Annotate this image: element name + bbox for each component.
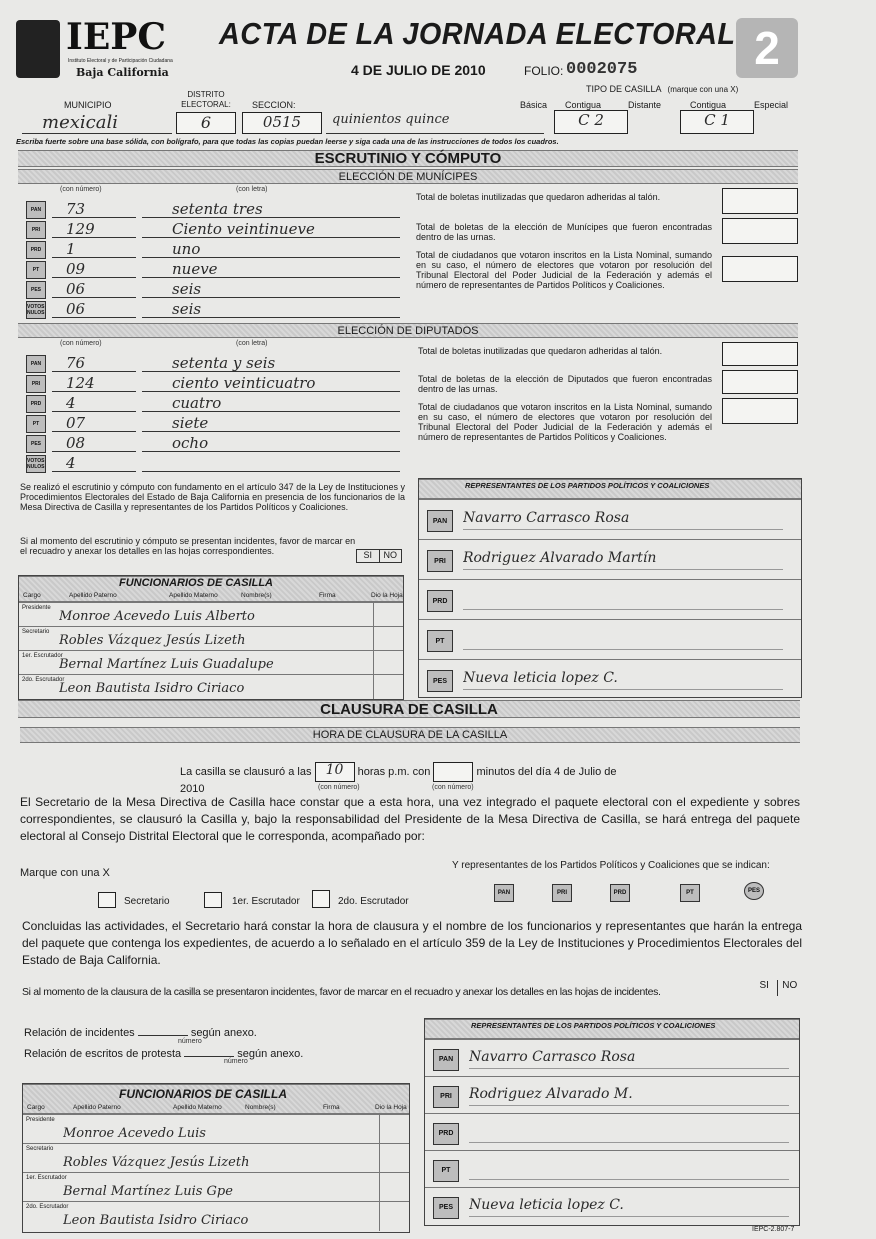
munic-con-letra: (con letra) [236, 186, 268, 193]
folio-value: 0002075 [566, 60, 638, 79]
tipo-contigua-1: Contigua [565, 100, 602, 110]
funcionario-signature[interactable]: Bernal Martínez Luis Gpe [63, 1184, 233, 1199]
opt-escrutador1: 1er. Escrutador [232, 896, 300, 907]
representante-signature[interactable]: Navarro Carrasco Rosa [469, 1049, 789, 1069]
dip-num-value: 4 [66, 394, 76, 412]
cargo-label: Presidente [22, 605, 51, 611]
logo-state: Baja California [76, 66, 169, 79]
dio-hoja-cell[interactable] [379, 1144, 409, 1173]
party-pes-icon: PES [433, 1197, 459, 1219]
distrito-value: 6 [200, 113, 212, 132]
dip-words-field[interactable] [142, 434, 400, 452]
dio-hoja-cell[interactable] [373, 627, 403, 651]
relacion-incidentes-anexo: según anexo. [190, 1027, 257, 1039]
dip-words-field[interactable] [142, 374, 400, 392]
relacion-escritos-field[interactable] [184, 1045, 234, 1057]
escritos-numero: número [224, 1058, 248, 1065]
clausura-sentence-b: horas p.m. con [357, 765, 431, 778]
clausura-paragraph-1: El Secretario de la Mesa Directiva de Casilla hace constar que a esta hora, una vez integrado el paquete electoral con el expediente y sobres correspondientes, se clausuró la Casilla y, bajo la responsabilidad del Presidente de la Mesa Directiva de Casilla, se hará entrega del paquete electoral al Consejo Distrital Electoral que le corresponda, acompañado por: [20, 795, 800, 843]
dip-words-value: setenta y seis [172, 354, 276, 372]
dip-num-value: 76 [66, 354, 86, 372]
party-prd-icon: PRD [427, 590, 453, 612]
clausura-title: CLAUSURA DE CASILLA [18, 700, 800, 718]
dio-hoja-cell[interactable] [373, 603, 403, 627]
clausura-sentence [180, 762, 640, 796]
opciones-entrega [98, 890, 428, 914]
funcionarios-table-2 [22, 1083, 410, 1233]
funcionario-signature[interactable]: Monroe Acevedo Luis Alberto [59, 609, 255, 624]
munic-words-field[interactable] [142, 280, 400, 298]
cargo-label: Secretario [26, 1146, 54, 1152]
column-header: Apellido Paterno [69, 592, 117, 599]
municipio-value: mexicali [42, 112, 118, 133]
representantes-2-title: REPRESENTANTES DE LOS PARTIDOS POLÍTICOS Y COALICIONES [471, 1021, 716, 1030]
seccion-value: 0515 [262, 113, 302, 131]
opt-escrutador2-check[interactable] [312, 890, 330, 908]
munic-num-field[interactable] [52, 220, 136, 238]
munic-words-value: Ciento veintinueve [172, 220, 315, 238]
party-pan-icon: PAN [433, 1049, 459, 1071]
representante-row [419, 619, 801, 659]
legal-paragraph-1: Se realizó el escrutinio y cómputo con fundamento en el artículo 347 de la Ley de Instituciones y Procedimientos Electorales del Estado de Baja California en presencia de los funcionarios de la Mesa Directiva de Casilla y representantes de los Partidos Políticos y Coaliciones. [20, 482, 405, 512]
party-pri-icon: PRI [427, 550, 453, 572]
representante-row [425, 1187, 799, 1224]
dip-party-icon: PRI [26, 375, 46, 393]
dip-q3: Total de ciudadanos que votaron inscritos en la Lista Nominal, sumando en su caso, el número de electores que votaron por resolución del Tribunal Electoral del Poder Judicial de la Federación y además el número de representantes de Partidos Políticos y Coaliciones. [418, 402, 712, 442]
incident-checkbox-1[interactable] [356, 549, 402, 563]
incidentes-numero: número [178, 1038, 202, 1045]
munic-row [22, 220, 402, 239]
munic-q3: Total de ciudadanos que votaron inscritos en la Lista Nominal, sumando en su caso, el número de electores que votaron por resolución del Tribunal Electoral del Poder Judicial de la Federación y además el número de representantes de Partidos Políticos y Coaliciones. [416, 250, 712, 290]
dip-q2-box[interactable] [722, 370, 798, 394]
column-header: Apellido Materno [169, 592, 218, 599]
seccion-words: quinientos quince [332, 112, 450, 127]
funcionario-row [23, 1172, 409, 1201]
dio-hoja-cell[interactable] [379, 1115, 409, 1144]
representante-signature[interactable] [463, 630, 783, 650]
party-prd-icon: PRD [433, 1123, 459, 1145]
dip-con-letra: (con letra) [236, 340, 268, 347]
tipo-especial: Especial [754, 100, 789, 110]
relacion-incidentes-label: Relación de incidentes [24, 1027, 135, 1039]
funcionarios-2-header [23, 1084, 409, 1114]
representante-row [425, 1113, 799, 1150]
munic-party-icon: PRD [26, 241, 46, 259]
representante-signature[interactable]: Rodriguez Alvarado M. [469, 1086, 789, 1106]
form-number-badge [736, 18, 798, 78]
representante-signature[interactable] [463, 590, 783, 610]
dip-con-numero: (con número) [60, 340, 102, 347]
hora-clausura-title: HORA DE CLAUSURA DE LA CASILLA [20, 727, 800, 743]
funcionarios-2-title: FUNCIONARIOS DE CASILLA [119, 1087, 287, 1101]
munic-row [22, 280, 402, 299]
cargo-label: 2do. Escrutador [26, 1204, 69, 1210]
dip-row [22, 374, 402, 393]
dip-words-field[interactable] [142, 414, 400, 432]
identification [14, 82, 864, 150]
column-header: Apellido Materno [173, 1104, 222, 1111]
minutos-box[interactable] [433, 762, 473, 782]
representante-signature[interactable] [469, 1160, 789, 1180]
funcionario-row [23, 1143, 409, 1172]
representante-row [425, 1039, 799, 1076]
funcionario-signature[interactable]: Bernal Martínez Luis Guadalupe [59, 657, 274, 672]
dip-party-icon: PES [26, 435, 46, 453]
funcionario-row [19, 602, 403, 626]
election-date: 4 DE JULIO DE 2010 [351, 62, 486, 78]
hora-value: 10 [325, 762, 344, 778]
party-pt-icon[interactable]: PT [680, 884, 700, 902]
munic-title: ELECCIÓN DE MUNÍCIPES [18, 169, 798, 184]
column-header: Apellido Paterno [73, 1104, 121, 1111]
dip-row [22, 414, 402, 433]
munic-words-value: seis [172, 280, 202, 298]
representante-signature[interactable]: Rodriguez Alvarado Martín [463, 550, 783, 570]
dio-hoja-cell[interactable] [379, 1202, 409, 1231]
funcionarios-table-1 [18, 575, 404, 700]
clausura-sentence-c: minutos del día 4 de Julio de 2010 [180, 765, 617, 795]
seccion-words-field[interactable] [326, 112, 544, 134]
munic-q2-box[interactable] [722, 218, 798, 244]
representantes-table-2 [424, 1018, 800, 1226]
logo-text: IEPC [66, 16, 167, 58]
cargo-label: 1er. Escrutador [26, 1175, 67, 1181]
munic-num-value: 06 [66, 280, 86, 298]
munic-words-field[interactable] [142, 220, 400, 238]
funcionario-row [23, 1114, 409, 1143]
munic-counts [22, 186, 402, 320]
opt-secretario: Secretario [124, 896, 170, 907]
munic-num-value: 73 [66, 200, 86, 218]
relacion-escritos-anexo: según anexo. [237, 1048, 304, 1060]
tipo-contigua-2: Contigua [690, 100, 727, 110]
party-icons-row [494, 882, 794, 908]
munic-q3-box[interactable] [722, 256, 798, 282]
munic-words-field[interactable] [142, 260, 400, 278]
y-representantes-label: Y representantes de los Partidos Políticos y Coaliciones que se indican: [452, 860, 770, 871]
funcionarios-1-header [19, 576, 403, 602]
dip-words-value: cuatro [172, 394, 222, 412]
party-prd-icon[interactable]: PRD [610, 884, 630, 902]
munic-num-value: 1 [66, 240, 76, 258]
party-pan-icon[interactable]: PAN [494, 884, 514, 902]
opt-secretario-check[interactable] [98, 892, 116, 908]
munic-num-value: 09 [66, 260, 86, 278]
munic-q1: Total de boletas inutilizadas que quedaron adheridas al talón. [416, 192, 661, 202]
munic-words-field[interactable] [142, 300, 400, 318]
munic-num-value: 06 [66, 300, 86, 318]
hora-box[interactable] [315, 762, 355, 782]
dip-num-field[interactable] [52, 414, 136, 432]
municipio-label: MUNICIPIO [64, 100, 112, 110]
funcionario-signature[interactable]: Robles Vázquez Jesús Lizeth [59, 633, 246, 648]
munic-num-field[interactable] [52, 240, 136, 258]
tipo-distante: Distante [628, 100, 662, 110]
munic-row [22, 200, 402, 219]
funcionario-row [19, 626, 403, 650]
representante-row [419, 499, 801, 539]
si-option-2[interactable]: SI [752, 980, 778, 996]
funcionario-row [19, 674, 403, 698]
cargo-label: Secretario [22, 629, 50, 635]
representante-row [419, 659, 801, 699]
dip-num-value: 124 [66, 374, 95, 392]
column-header: Nombre(s) [241, 592, 272, 599]
column-header: Nombre(s) [245, 1104, 276, 1111]
funcionario-row [19, 650, 403, 674]
dip-words-value: ocho [172, 434, 209, 452]
cargo-label: 2do. Escrutador [22, 677, 65, 683]
marque-label: Marque con una X [20, 867, 110, 879]
dip-num-field[interactable] [52, 454, 136, 472]
munic-q1-box[interactable] [722, 188, 798, 214]
representante-row [419, 579, 801, 619]
dip-num-field[interactable] [52, 374, 136, 392]
munic-num-value: 129 [66, 220, 95, 238]
party-pt-icon: PT [433, 1160, 459, 1182]
munic-num-field[interactable] [52, 300, 136, 318]
funcionarios-1-title: FUNCIONARIOS DE CASILLA [119, 577, 273, 589]
dip-party-icon: PAN [26, 355, 46, 373]
no-option-2[interactable]: NO [782, 980, 798, 991]
dip-words-field[interactable] [142, 454, 400, 472]
tipo-basica: Básica [520, 100, 548, 110]
folio-label: FOLIO: [524, 64, 564, 78]
munic-words-value: setenta tres [172, 200, 263, 218]
party-pri-icon[interactable]: PRI [552, 884, 572, 902]
representantes-table-1 [418, 478, 802, 698]
dip-num-value: 08 [66, 434, 86, 452]
dio-hoja-cell[interactable] [373, 675, 403, 699]
dip-q2: Total de boletas de la elección de Diputados que fueron encontradas dentro de las urnas. [418, 374, 712, 394]
funcionario-signature[interactable]: Monroe Acevedo Luis [63, 1126, 206, 1141]
munic-num-field[interactable] [52, 200, 136, 218]
header [14, 14, 864, 84]
munic-party-icon: PAN [26, 201, 46, 219]
dio-hoja-cell[interactable] [373, 651, 403, 675]
munic-num-field[interactable] [52, 280, 136, 298]
contigua2-field[interactable] [680, 110, 754, 134]
representante-signature[interactable] [469, 1123, 789, 1143]
munic-q2: Total de boletas de la elección de Munícipes que fueron encontradas dentro de las urnas. [416, 222, 712, 242]
representantes-2-header [425, 1019, 799, 1039]
munic-party-icon: PT [26, 261, 46, 279]
representante-row [425, 1076, 799, 1113]
tipo-casilla-label: TIPO DE CASILLA (marque con una X) [586, 84, 739, 94]
no-option[interactable]: NO [383, 550, 397, 560]
representante-signature[interactable]: Navarro Carrasco Rosa [463, 510, 783, 530]
dio-hoja-cell[interactable] [379, 1173, 409, 1202]
form-number: 2 [754, 22, 780, 74]
seccion-label: SECCION: [252, 100, 296, 110]
cargo-label: 1er. Escrutador [22, 653, 63, 659]
footer-code: IEPC-2.807-7 [752, 1226, 795, 1233]
dip-words-field[interactable] [142, 394, 400, 412]
clausura-sentence-a: La casilla se clausuró a las [180, 765, 312, 778]
representantes-1-title: REPRESENTANTES DE LOS PARTIDOS POLÍTICOS Y COALICIONES [465, 481, 710, 490]
dip-words-value [142, 454, 172, 472]
dip-party-icon: VOTOS NULOS [26, 455, 46, 473]
logo [16, 16, 206, 82]
munic-row [22, 240, 402, 259]
logo-subtitle: Instituto Electoral y de Participación Ciudadana [68, 58, 173, 64]
dip-words-value: siete [172, 414, 209, 432]
munic-num-field[interactable] [52, 260, 136, 278]
column-header: Dio la Hoja [375, 1104, 407, 1111]
column-header: Cargo [27, 1104, 45, 1111]
dip-num-field[interactable] [52, 354, 136, 372]
relacion-incidentes-field[interactable] [138, 1024, 188, 1036]
funcionario-row [23, 1201, 409, 1230]
party-pt-icon: PT [427, 630, 453, 652]
contigua2-value: C 1 [704, 111, 730, 129]
instructions: Escriba fuerte sobre una base sólida, con bolígrafo, para que todas las copias puedan leerse y siga cada una de las instrucciones de todos los cuadros. [16, 137, 559, 146]
funcionario-signature[interactable]: Robles Vázquez Jesús Lizeth [63, 1155, 250, 1170]
dip-q3-box[interactable] [722, 398, 798, 424]
munic-row [22, 300, 402, 319]
distrito-label: DISTRITO ELECTORAL: [181, 90, 231, 109]
column-header: Firma [323, 1104, 340, 1111]
logo-mark-icon [16, 20, 60, 78]
dip-party-icon: PT [26, 415, 46, 433]
column-header: Dio la Hoja [371, 592, 403, 599]
clausura-paragraph-2: Concluidas las actividades, el Secretario hará constar la hora de clausura y el nombre de los funcionarios y representantes que harán la entrega del paquete que contenga los expedientes, de acuerdo a lo señalado en el artículo 359 de la Ley de Instituciones y Procedimientos Electorales del Estado de Baja California. [22, 919, 802, 967]
dip-q1-box[interactable] [722, 342, 798, 366]
representantes-1-header [419, 479, 801, 499]
party-pri-icon: PRI [433, 1086, 459, 1108]
munic-con-numero: (con número) [60, 186, 102, 193]
dip-row [22, 354, 402, 373]
cargo-label: Presidente [26, 1117, 55, 1123]
column-header: Cargo [23, 592, 41, 599]
dip-title: ELECCIÓN DE DIPUTADOS [18, 323, 798, 338]
munic-party-icon: VOTOS NULOS [26, 301, 46, 319]
party-pes-icon: PES [427, 670, 453, 692]
representante-row [425, 1150, 799, 1187]
funcionario-signature[interactable]: Leon Bautista Isidro Ciriaco [59, 681, 245, 696]
distrito-field[interactable] [176, 112, 236, 134]
dip-num-field[interactable] [52, 394, 136, 412]
funcionario-signature[interactable]: Leon Bautista Isidro Ciriaco [63, 1213, 249, 1228]
column-header: Firma [319, 592, 336, 599]
representante-signature[interactable]: Nueva leticia lopez C. [463, 670, 783, 690]
escrutinio-title: ESCRUTINIO Y CÓMPUTO [18, 150, 798, 167]
munic-words-value: seis [172, 300, 202, 318]
opt-escrutador2: 2do. Escrutador [338, 896, 409, 907]
document-title: ACTA DE LA JORNADA ELECTORAL [219, 16, 736, 51]
si-option[interactable]: SI [357, 550, 380, 562]
munic-words-field[interactable] [142, 200, 400, 218]
dip-party-icon: PRD [26, 395, 46, 413]
relacion-escritos [24, 1045, 404, 1061]
munic-words-field[interactable] [142, 240, 400, 258]
dip-words-field[interactable] [142, 354, 400, 372]
party-pes-icon[interactable]: PES [744, 882, 764, 900]
incident-checkbox-2[interactable] [752, 980, 802, 996]
representante-signature[interactable]: Nueva leticia lopez C. [469, 1197, 789, 1217]
munic-party-icon: PES [26, 281, 46, 299]
contigua-value: C 2 [578, 111, 604, 129]
minutos-con-numero: (con número) [432, 784, 474, 791]
relacion-incidentes [24, 1024, 404, 1040]
dip-num-field[interactable] [52, 434, 136, 452]
dip-num-value: 07 [66, 414, 86, 432]
municipio-field[interactable] [22, 112, 172, 134]
munic-words-value: nueve [172, 260, 218, 278]
clausura-incident-text: Si al momento de la clausura de la casilla se presentaron incidentes, favor de marcar en el recuadro y anexar los detalles en las hojas de incidentes. [22, 986, 661, 998]
dip-q1: Total de boletas inutilizadas que quedaron adheridas al talón. [418, 346, 663, 356]
representante-row [419, 539, 801, 579]
dip-row [22, 454, 402, 473]
munic-party-icon: PRI [26, 221, 46, 239]
opt-escrutador1-check[interactable] [204, 892, 222, 908]
hora-con-numero: (con número) [318, 784, 360, 791]
dip-row [22, 434, 402, 453]
relacion-escritos-label: Relación de escritos de protesta [24, 1048, 182, 1060]
seccion-field[interactable] [242, 112, 322, 134]
dip-counts [22, 340, 402, 474]
contigua-field[interactable] [554, 110, 628, 134]
dip-words-value: ciento veinticuatro [172, 374, 316, 392]
party-pan-icon: PAN [427, 510, 453, 532]
legal-paragraph-2: Si al momento del escrutinio y cómputo se presentan incidentes, favor de marcar en el recuadro y anexar los detalles en las hojas correspondientes. [20, 536, 356, 556]
dip-num-value: 4 [66, 454, 76, 472]
munic-words-value: uno [172, 240, 201, 258]
munic-row [22, 260, 402, 279]
dip-row [22, 394, 402, 413]
